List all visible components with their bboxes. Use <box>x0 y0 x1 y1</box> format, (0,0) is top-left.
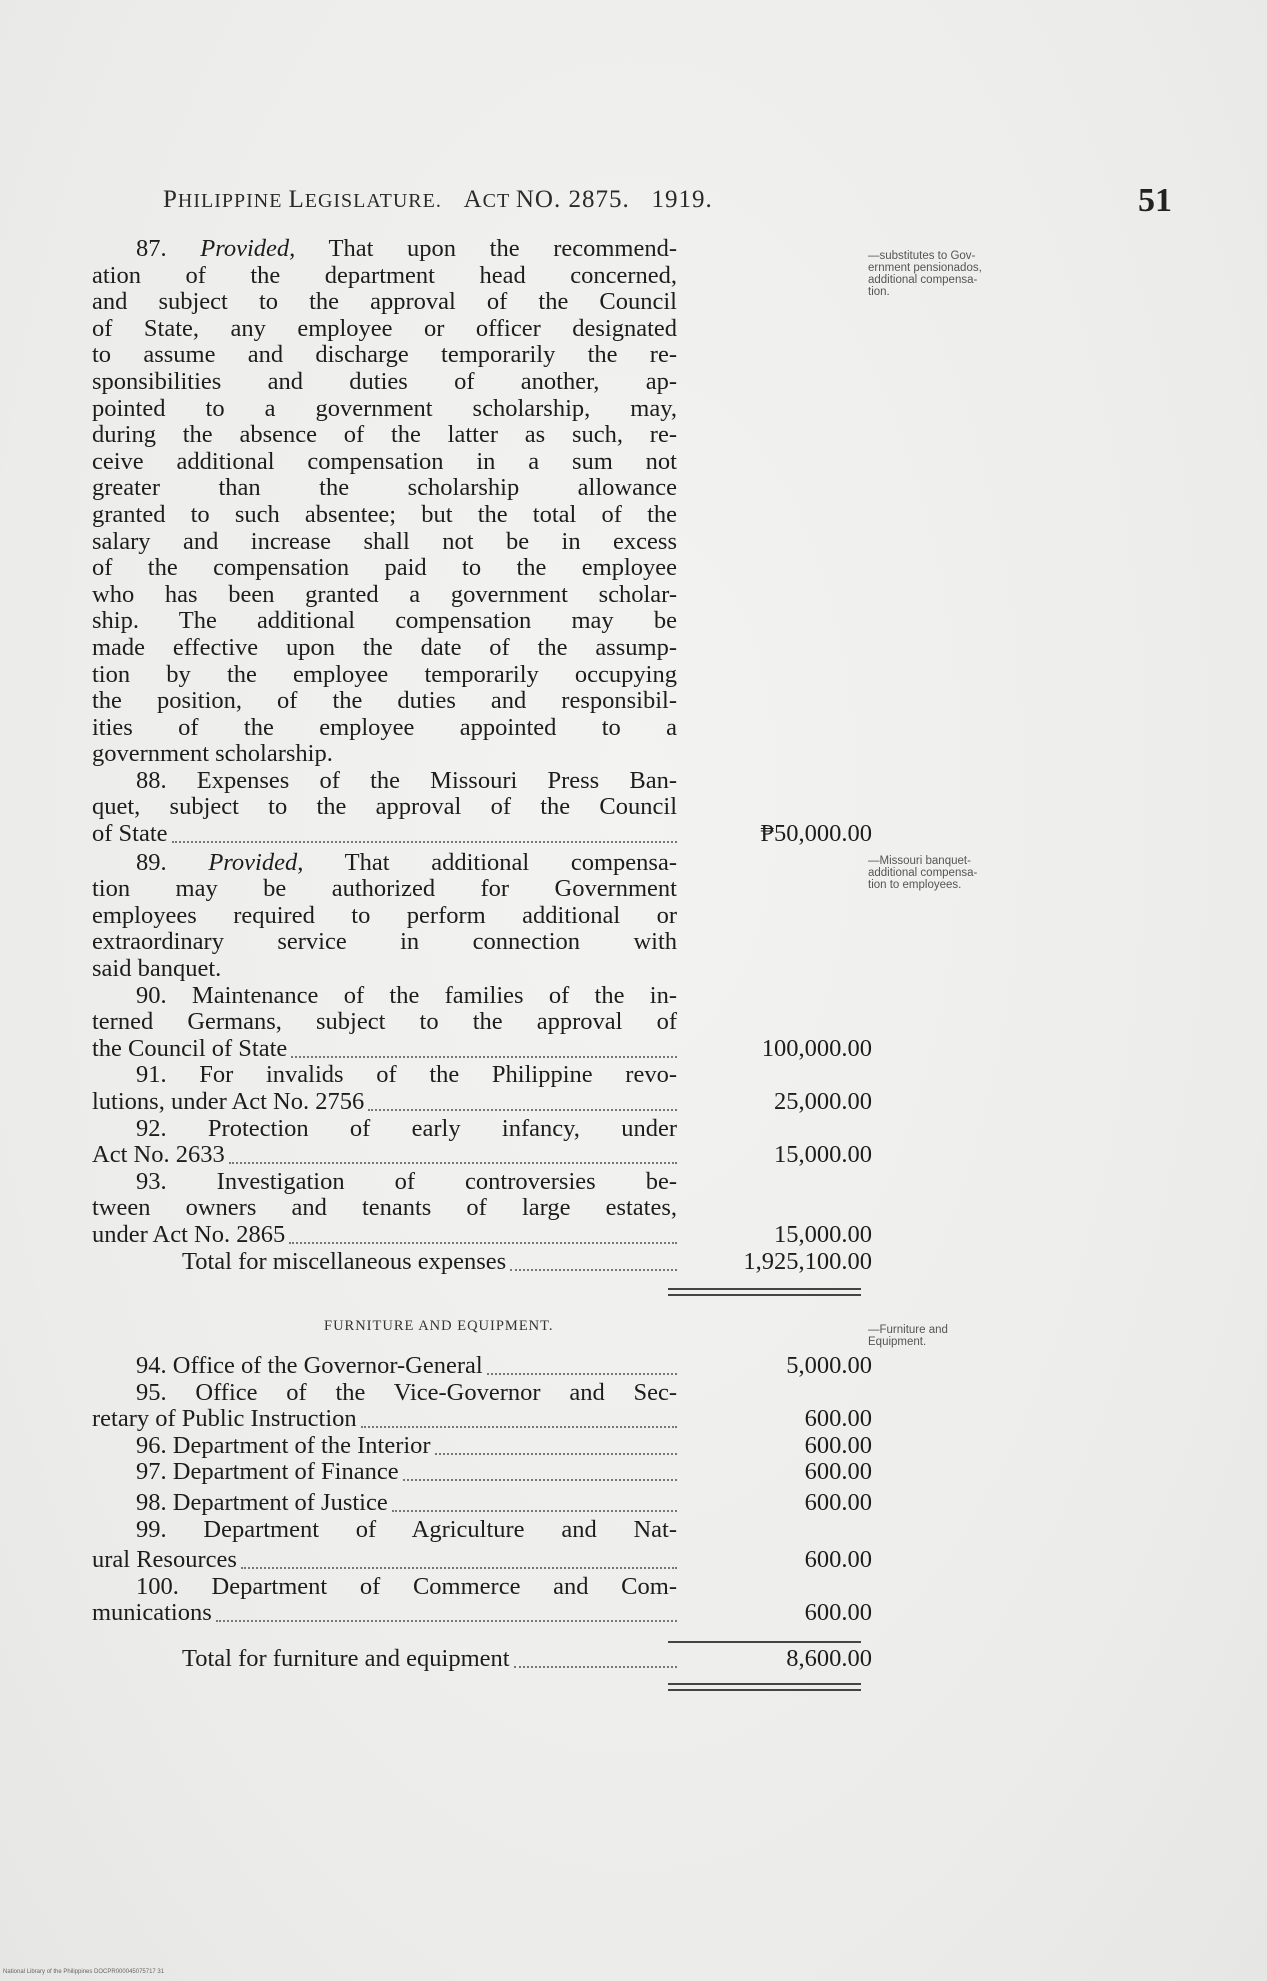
leader-line <box>92 1406 872 1433</box>
double-rule-misc <box>668 1288 861 1296</box>
line-text: employees required to perform additional or <box>92 902 677 929</box>
amount-p92: 15,000.00 <box>774 1142 872 1169</box>
text-line <box>92 263 872 290</box>
line-text: of the compensation paid to the employee <box>92 555 677 582</box>
leader-line <box>92 1249 872 1276</box>
line-prefix: 87. <box>136 236 201 262</box>
line-text: sponsibilities and duties of another, ap- <box>92 368 677 395</box>
text-line <box>92 342 872 369</box>
dot-leader <box>92 1089 677 1116</box>
leader-dots <box>289 1224 677 1244</box>
text-line <box>92 502 872 529</box>
text-line <box>92 236 872 263</box>
line-text: terned Germans, subject to the approval of <box>92 1009 677 1036</box>
amount-p95: 600.00 <box>804 1406 872 1433</box>
leader-text: of State <box>92 821 168 848</box>
line-text: ceive additional compensation in a sum not <box>92 448 677 475</box>
leader-text: 98. Department of Justice <box>136 1489 388 1516</box>
section-title: FURNITURE AND EQUIPMENT. <box>324 1318 554 1334</box>
text-line <box>92 316 872 343</box>
furniture-list <box>92 1353 872 1627</box>
text-line <box>92 1062 872 1089</box>
line-suffix: That upon the recommend- <box>295 236 677 262</box>
text-line <box>92 608 872 635</box>
text-line <box>92 1380 872 1407</box>
leader-dots <box>172 823 677 843</box>
line-text: 93. Investigation of controversies be- <box>136 1168 677 1195</box>
dot-leader <box>136 1433 677 1460</box>
text-line <box>92 768 872 795</box>
dot-leader <box>92 821 677 848</box>
line-text: ities of the employee appointed to a <box>92 714 677 741</box>
leader-dots <box>229 1144 677 1164</box>
text-line <box>92 850 872 877</box>
paragraph-93 <box>92 1169 872 1249</box>
line-text: and subject to the approval of the Council <box>92 289 677 316</box>
margin-note-line: tion. <box>868 286 890 298</box>
leader-line <box>92 1222 872 1249</box>
line-text: made effective upon the date of the assump- <box>92 634 677 661</box>
text-line <box>92 582 872 609</box>
margin-note-line: —Furniture and <box>868 1324 948 1336</box>
leader-line <box>92 1490 872 1517</box>
line-text <box>136 236 677 263</box>
leader-line <box>92 1646 872 1673</box>
dot-leader <box>92 1547 677 1574</box>
dot-leader <box>182 1646 677 1673</box>
margin-note-substitutes <box>868 250 1063 298</box>
line-prefix: 89. <box>136 849 209 876</box>
text-line <box>92 1195 872 1222</box>
line-text: tion may be authorized for Government <box>92 876 677 903</box>
leader-text: 97. Department of Finance <box>136 1459 399 1486</box>
dot-leader <box>136 1490 677 1517</box>
leader-line <box>92 1353 872 1380</box>
margin-note-line: ernment pensionados, <box>868 262 982 274</box>
paragraph-87 <box>92 236 872 768</box>
text-line <box>92 369 872 396</box>
text-line <box>92 635 872 662</box>
line-text: the position, of the duties and responsibil- <box>92 688 677 715</box>
leader-line <box>92 1600 872 1627</box>
leader-text: under Act No. 2865 <box>92 1221 286 1248</box>
provided-italic: Provided, <box>200 236 296 262</box>
leader-dots <box>435 1435 677 1455</box>
text-line <box>92 903 872 930</box>
margin-note-line: tion to employees. <box>868 879 962 891</box>
leader-text: Act No. 2633 <box>92 1142 225 1169</box>
dot-leader <box>182 1249 677 1276</box>
leader-line <box>92 1036 872 1063</box>
margin-note-line: Equipment. <box>868 1336 927 1348</box>
text-line <box>92 1116 872 1143</box>
line-text: to assume and discharge temporarily the re- <box>92 342 677 369</box>
paragraph-90 <box>92 983 872 1063</box>
paragraph-91 <box>92 1062 872 1115</box>
paragraph-88 <box>92 768 872 848</box>
text-line <box>92 983 872 1010</box>
furniture-body <box>92 1353 872 1627</box>
line-text: who has been granted a government scholar- <box>92 581 677 608</box>
text-line <box>92 396 872 423</box>
leader-line <box>92 821 872 848</box>
dot-leader <box>92 1406 677 1433</box>
line-text: 90. Maintenance of the families of the in- <box>136 982 677 1009</box>
leader-dots <box>241 1549 677 1569</box>
total-furniture-amount: 8,600.00 <box>786 1646 872 1672</box>
line-text: pointed to a government scholarship, may, <box>92 395 677 422</box>
amount-p91: 25,000.00 <box>774 1089 872 1115</box>
text-line <box>92 956 872 983</box>
text-line <box>92 662 872 689</box>
dot-leader <box>136 1459 677 1486</box>
text-line <box>92 1517 872 1544</box>
amount-p90: 100,000.00 <box>761 1035 872 1062</box>
leader-dots <box>510 1251 677 1271</box>
amount-p94: 5,000.00 <box>786 1353 872 1379</box>
line-text: greater than the scholarship allowance <box>92 475 677 502</box>
amount-p93: 15,000.00 <box>774 1221 872 1248</box>
line-text: 91. For invalids of the Philippine revo- <box>136 1062 677 1089</box>
margin-note-line: additional compensa- <box>868 867 978 879</box>
leader-line <box>92 1459 872 1486</box>
text-line <box>92 422 872 449</box>
text-line <box>92 1009 872 1036</box>
text-line <box>92 1169 872 1196</box>
leader-dots <box>361 1408 677 1428</box>
leader-text: 94. Office of the Governor-General <box>136 1353 483 1379</box>
text-line <box>92 688 872 715</box>
total-furniture-row <box>92 1646 872 1673</box>
margin-note-line: —Missouri banquet- <box>868 855 971 867</box>
leader-dots <box>368 1091 677 1111</box>
text-line <box>92 555 872 582</box>
amount-p88: ₱50,000.00 <box>760 821 872 848</box>
text-line <box>92 449 872 476</box>
leader-text: lutions, under Act No. 2756 <box>92 1089 365 1115</box>
line-text: ation of the department head concerned, <box>92 262 677 289</box>
margin-note-missouri <box>868 855 1063 891</box>
line-text: of State, any employee or officer designated <box>92 315 677 342</box>
line-text: 95. Office of the Vice-Governor and Sec- <box>136 1379 677 1406</box>
leader-dots <box>216 1602 677 1622</box>
line-text: tion by the employee temporarily occupying <box>92 661 677 688</box>
total-misc-row <box>92 1249 872 1276</box>
line-text: quet, subject to the approval of the Council <box>92 794 677 821</box>
line-text <box>136 850 677 877</box>
amount-p99: 600.00 <box>804 1547 872 1574</box>
dot-leader <box>92 1142 677 1169</box>
margin-note-line: additional compensa- <box>868 274 978 286</box>
text-line <box>92 715 872 742</box>
page-number: 51 <box>1138 182 1172 219</box>
leader-line <box>92 1142 872 1169</box>
scan-footer: National Library of the Philippines DOCPR000045075717 31 <box>3 1969 165 1975</box>
line-text: 99. Department of Agriculture and Nat- <box>136 1516 677 1543</box>
paragraph-92 <box>92 1116 872 1169</box>
line-suffix: That additional compensa- <box>303 849 677 876</box>
leader-dots <box>514 1648 677 1668</box>
margin-note-line: —substitutes to Gov- <box>868 250 976 262</box>
provided-italic: Provided, <box>208 849 304 876</box>
line-text: said banquet. <box>92 956 222 983</box>
leader-line <box>92 1089 872 1116</box>
amount-p97: 600.00 <box>804 1459 872 1486</box>
dot-leader <box>136 1353 677 1380</box>
text-line <box>92 929 872 956</box>
text-line <box>92 475 872 502</box>
line-text: 100. Department of Commerce and Com- <box>136 1573 677 1600</box>
text-line <box>92 529 872 556</box>
amount-p98: 600.00 <box>804 1489 872 1516</box>
text-line <box>92 876 872 903</box>
leader-text: 96. Department of the Interior <box>136 1432 431 1459</box>
line-text: government scholarship. <box>92 741 333 768</box>
leader-dots <box>403 1461 677 1481</box>
line-text: salary and increase shall not be in excess <box>92 528 677 555</box>
dot-leader <box>92 1600 677 1627</box>
amount-p96: 600.00 <box>804 1432 872 1459</box>
running-header: PHILIPPINE LEGISLATURE. ACT NO. 2875. 1919. <box>163 186 713 213</box>
amount-p100: 600.00 <box>804 1600 872 1627</box>
line-text: 92. Protection of early infancy, under <box>136 1115 677 1142</box>
double-rule-furniture <box>668 1683 861 1691</box>
dot-leader <box>92 1036 677 1063</box>
line-text: tween owners and tenants of large estates, <box>92 1195 677 1222</box>
document-body <box>92 236 872 1275</box>
leader-dots <box>392 1492 677 1512</box>
line-text: during the absence of the latter as such, re- <box>92 422 677 449</box>
leader-text: munications <box>92 1600 212 1627</box>
total-misc-amount: 1,925,100.00 <box>743 1248 872 1275</box>
leader-text: Total for miscellaneous expenses <box>182 1248 507 1275</box>
line-text: ship. The additional compensation may be <box>92 608 677 635</box>
paragraph-89 <box>92 850 872 983</box>
text-line <box>92 1574 872 1601</box>
line-text: 88. Expenses of the Missouri Press Ban- <box>136 767 677 794</box>
text-line <box>92 741 872 768</box>
leader-line <box>92 1547 872 1574</box>
line-text: extraordinary service in connection with <box>92 929 677 956</box>
text-line <box>92 794 872 821</box>
leader-text: retary of Public Instruction <box>92 1406 357 1433</box>
text-line <box>92 289 872 316</box>
leader-dots <box>291 1038 677 1058</box>
leader-text: Total for furniture and equipment <box>182 1646 510 1672</box>
furniture-total-body <box>92 1646 872 1673</box>
dot-leader <box>92 1222 677 1249</box>
leader-text: the Council of State <box>92 1035 288 1062</box>
rule-furniture <box>668 1641 861 1643</box>
leader-dots <box>487 1355 677 1375</box>
leader-line <box>92 1433 872 1460</box>
margin-note-furniture <box>868 1324 1063 1348</box>
line-text: granted to such absentee; but the total of the <box>92 501 677 528</box>
leader-text: ural Resources <box>92 1547 237 1574</box>
